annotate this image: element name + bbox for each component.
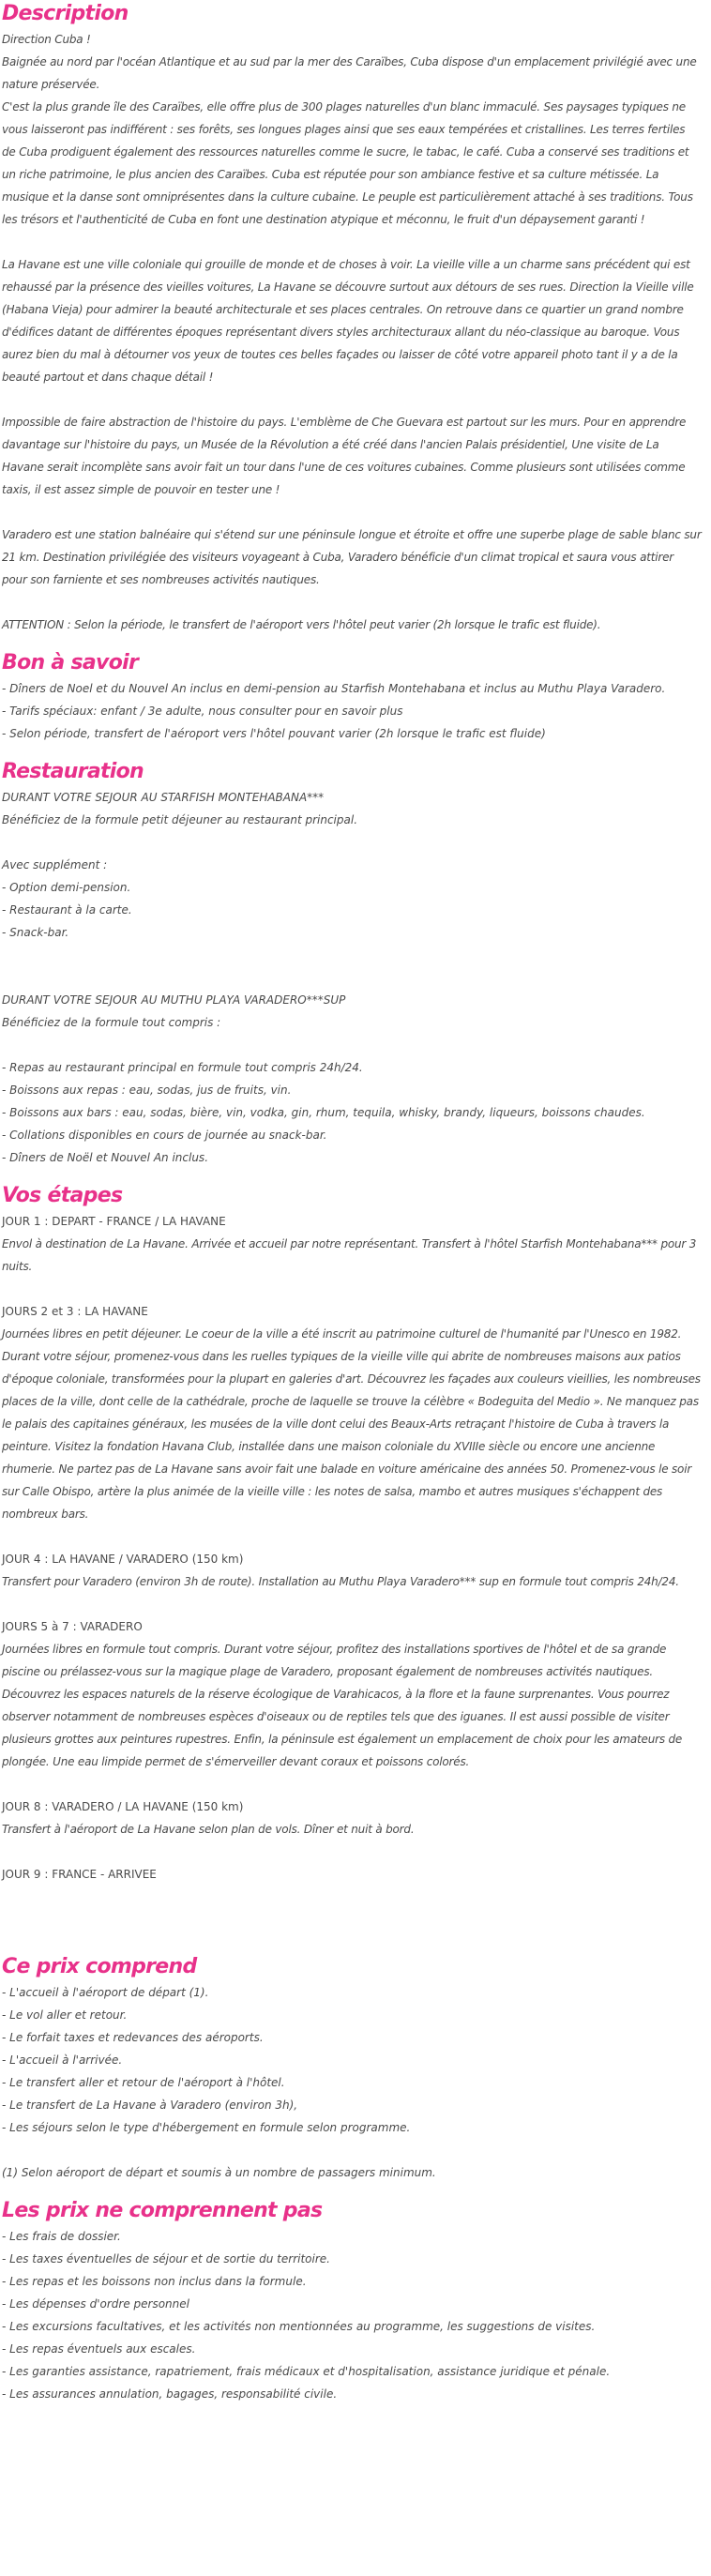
list-item: - Le transfert de La Havane à Varadero (environ 3h), bbox=[2, 2099, 298, 2112]
step-head: JOURS 2 et 3 : LA HAVANE bbox=[2, 1305, 148, 1318]
list-item: - Les dépenses d'ordre personnel bbox=[2, 2297, 189, 2311]
list-item: - Selon période, transfert de l'aéroport vers l'hôtel pouvant varier (2h lorsque le trafic est fluide) bbox=[2, 727, 546, 740]
step-head: JOUR 1 : DEPART - FRANCE / LA HAVANE bbox=[2, 1215, 226, 1228]
restauration-block2-head: DURANT VOTRE SEJOUR AU MUTHU PLAYA VARADERO***SUP bbox=[2, 993, 346, 1007]
paragraph: Direction Cuba ! bbox=[2, 33, 91, 46]
list-item: - L'accueil à l'arrivée. bbox=[2, 2053, 123, 2067]
step-body: Journées libres en petit déjeuner. Le coeur de la ville a été inscrit au patrimoine culturel de l'humanité par l'Unesco en 1982. Durant votre séjour, promenez-vous dans les ruelles typiques de la vieille ville qui abrite de nombreuses maisons aux patios d'époque coloniale, transformées pour la plupart en galeries d'art. Découvrez les façades aux couleurs vieillies, les nombreuses places de la ville, dont celle de la cathédrale, proche de laquelle se trouve la célèbre « Bodeguita del Medio ». Ne manquez pas le palais des capitaines généraux, les musées de la ville dont celui des Beaux-Arts retraçant l'histoire de Cuba à travers la peinture. Visitez la fondation Havana Club, installée dans une maison coloniale du XVIIIe siècle ou encore une ancienne rhumerie. Ne partez pas de La Havane sans avoir fait une balade en voiture américaine des années 50. Promenez-vous le soir sur Calle Obispo, artère la plus animée de la vieille ville : les notes de salsa, mambo et autres musiques s'échappent des nombreux bars. bbox=[2, 1327, 701, 1521]
list-item: - Les repas et les boissons non inclus dans la formule. bbox=[2, 2275, 307, 2288]
section-title-etapes: Vos étapes bbox=[2, 1184, 123, 1207]
list-item: - Boissons aux repas : eau, sodas, jus de fruits, vin. bbox=[2, 1083, 292, 1097]
list-item: - Les excursions facultatives, et les activités non mentionnées au programme, les suggestions de visites. bbox=[2, 2320, 596, 2333]
list-item: - Les assurances annulation, bagages, responsabilité civile. bbox=[2, 2387, 338, 2401]
paragraph: Baignée au nord par l'océan Atlantique et au sud par la mer des Caraïbes, Cuba dispose d'un emplacement privilégié avec une nature préservée. bbox=[2, 55, 697, 91]
list-item: - Tarifs spéciaux: enfant / 3e adulte, nous consulter pour en savoir plus bbox=[2, 705, 403, 718]
section-title-restauration: Restauration bbox=[2, 760, 144, 783]
step-body: Transfert à l'aéroport de La Havane selon plan de vols. Dîner et nuit à bord. bbox=[2, 1823, 415, 1836]
list-item: - Le transfert aller et retour de l'aéroport à l'hôtel. bbox=[2, 2076, 285, 2089]
restauration-block1-head: DURANT VOTRE SEJOUR AU STARFISH MONTEHABANA*** bbox=[2, 791, 325, 804]
step-body: Journées libres en formule tout compris. Durant votre séjour, profitez des installations sportives de l'hôtel et de sa grande piscine ou prélassez-vous sur la magique plage de Varadero, proposant également de nombreuses activités nautiques. Découvrez les espaces naturels de la réserve écologique de Varahicacos, à la flore et la faune surprenantes. Vous pourrez observer notamment de nombreuses espèces d'oiseaux ou de reptiles tels que des iguanes. Il est aussi possible de visiter plusieurs grottes aux peintures rupestres. Enfin, la péninsule est également un emplacement de choix pour les amateurs de plongée. Une eau limpide permet de s'émerveiller devant coraux et poissons colorés. bbox=[2, 1643, 683, 1768]
paragraph-histoire: Impossible de faire abstraction de l'histoire du pays. L'emblème de Che Guevara est partout sur les murs. Pour en apprendre davantage sur l'histoire du pays, un Musée de la Révolution a été créé dans l'ancien Palais présidentiel, Une visite de La Havane serait incomplète sans avoir fait un tour dans l'une de ces voitures cubaines. Comme plusieurs sont utilisées comme taxis, il est assez simple de pouvoir en tester une ! bbox=[2, 416, 687, 496]
paragraph-havane: La Havane est une ville coloniale qui grouille de monde et de choses à voir. La vieille ville a un charme sans précédent qui est rehaussé par la présence des vieilles voitures, La Havane se découvre surtout aux détours de ses rues. Direction la Vieille ville (Habana Vieja) pour admirer la beauté architecturale et ses places centrales. On retrouve dans ce quartier un grand nombre d'édifices datant de différentes époques représentant divers styles architecturaux allant du néo-classique au baroque. Vous aurez bien du mal à détourner vos yeux de toutes ces belles façades ou laisser de côté votre appareil photo tant il y a de la beauté partout et dans chaque détail ! bbox=[2, 258, 694, 384]
list-item: - Boissons aux bars : eau, sodas, bière, vin, vodka, gin, rhum, tequila, whisky, brandy, liqueurs, boissons chaudes. bbox=[2, 1106, 645, 1119]
list-item: - Option demi-pension. bbox=[2, 881, 131, 894]
section-title-bon-a-savoir: Bon à savoir bbox=[2, 651, 139, 674]
step-head: JOUR 9 : FRANCE - ARRIVEE bbox=[2, 1868, 157, 1881]
restauration-supp-head: Avec supplément : bbox=[2, 858, 108, 871]
list-item: - Les garanties assistance, rapatriement, frais médicaux et d'hospitalisation, assistance juridique et pénale. bbox=[2, 2365, 611, 2378]
list-item: - Le vol aller et retour. bbox=[2, 2008, 128, 2022]
prix-comprend-note: (1) Selon aéroport de départ et soumis à un nombre de passagers minimum. bbox=[2, 2166, 436, 2179]
list-item: - L'accueil à l'aéroport de départ (1). bbox=[2, 1986, 209, 1999]
list-item: - Dîners de Noël et Nouvel An inclus. bbox=[2, 1151, 209, 1164]
list-item: - Le forfait taxes et redevances des aéroports. bbox=[2, 2031, 264, 2044]
restauration-block1-sub: Bénéficiez de la formule petit déjeuner au restaurant principal. bbox=[2, 813, 358, 826]
step-body: Transfert pour Varadero (environ 3h de route). Installation au Muthu Playa Varadero*** sup en formule tout compris 24h/24. bbox=[2, 1575, 679, 1588]
restauration-block2-sub: Bénéficiez de la formule tout compris : bbox=[2, 1016, 221, 1029]
list-item: - Dîners de Noel et du Nouvel An inclus en demi-pension au Starfish Montehabana et inclus au Muthu Playa Varadero. bbox=[2, 682, 666, 695]
list-item: - Collations disponibles en cours de journée au snack-bar. bbox=[2, 1129, 327, 1142]
paragraph-varadero: Varadero est une station balnéaire qui s'étend sur une péninsule longue et étroite et offre une superbe plage de sable blanc sur 21 km. Destination privilégiée des visiteurs voyageant à Cuba, Varadero bénéficie d'un climat tropical et saura vous attirer pour son farniente et ses nombreuses activités nautiques. bbox=[2, 528, 702, 586]
section-title-description: Description bbox=[2, 2, 129, 25]
paragraph: C'est la plus grande île des Caraïbes, elle offre plus de 300 plages naturelles d'un blanc immaculé. Ses paysages typiques ne vous laisseront pas indifférent : ses forêts, ses longues plages ainsi que ses eaux tempérées et cristallines. Les terres fertiles de Cuba prodiguent également des ressources naturelles comme le sucre, le tabac, le café. Cuba a conservé ses traditions et un riche patrimoine, le plus ancien des Caraïbes. Cuba est réputée pour son ambiance festive et sa culture métissée. La musique et la danse sont omniprésentes dans la culture cubaine. Le peuple est particulièrement attaché à ses traditions. Tous les trésors et l'authenticité de Cuba en font une destination atypique et méconnu, le fruit d'un dépaysement garanti ! bbox=[2, 100, 693, 226]
list-item: - Les frais de dossier. bbox=[2, 2230, 121, 2243]
description-intro bbox=[2, 28, 702, 231]
list-item: - Les taxes éventuelles de séjour et de sortie du territoire. bbox=[2, 2252, 330, 2265]
section-title-prix-ne-comprend: Les prix ne comprennent pas bbox=[2, 2199, 323, 2222]
step-head: JOUR 4 : LA HAVANE / VARADERO (150 km) bbox=[2, 1553, 244, 1566]
step-head: JOUR 8 : VARADERO / LA HAVANE (150 km) bbox=[2, 1800, 244, 1813]
section-title-prix-comprend: Ce prix comprend bbox=[2, 1955, 197, 1978]
list-item: - Les repas éventuels aux escales. bbox=[2, 2342, 196, 2356]
list-item: - Repas au restaurant principal en formule tout compris 24h/24. bbox=[2, 1061, 363, 1074]
list-item: - Les séjours selon le type d'hébergement en formule selon programme. bbox=[2, 2121, 411, 2134]
list-item: - Restaurant à la carte. bbox=[2, 903, 132, 917]
paragraph-attention: ATTENTION : Selon la période, le transfert de l'aéroport vers l'hôtel peut varier (2h lorsque le trafic est fluide). bbox=[2, 618, 601, 631]
step-head: JOURS 5 à 7 : VARADERO bbox=[2, 1620, 143, 1633]
list-item: - Snack-bar. bbox=[2, 926, 69, 939]
step-body: Envol à destination de La Havane. Arrivée et accueil par notre représentant. Transfert à l'hôtel Starfish Montehabana*** pour 3 nuits. bbox=[2, 1237, 697, 1273]
